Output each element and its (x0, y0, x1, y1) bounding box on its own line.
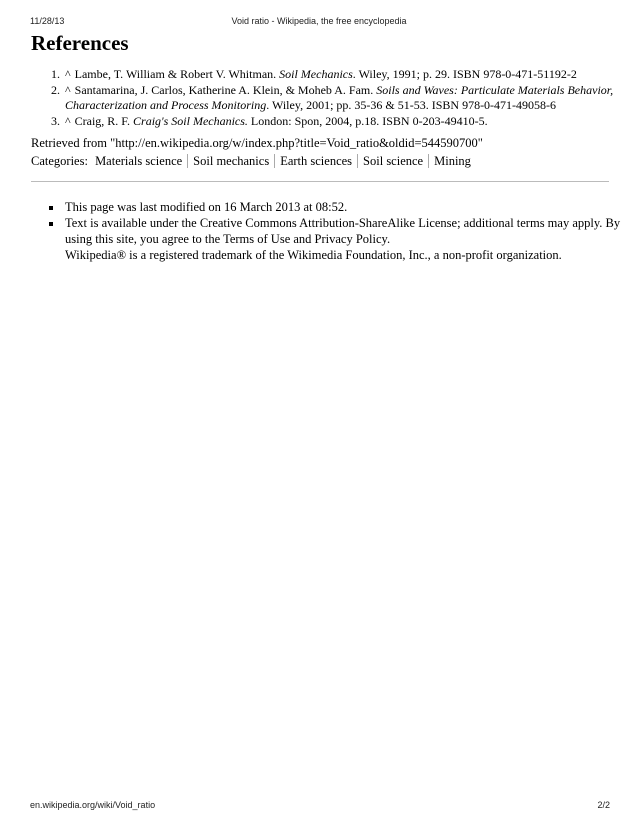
references-list (31, 67, 638, 129)
print-url: en.wikipedia.org/wiki/Void_ratio (30, 800, 156, 810)
footer-divider (31, 181, 609, 182)
print-page-number: 2/2 (597, 800, 610, 810)
print-date: 11/28/13 (30, 16, 65, 26)
footer-info-list (31, 199, 638, 263)
reference-title: Soils and Waves: Particulate Materials Behavior, Characterization and Process Monitoring (65, 82, 614, 112)
categories-bar (31, 152, 476, 170)
reference-text: Craig, R. F. (74, 113, 134, 128)
reference-details: . Wiley, 1991; p. 29. ISBN 978-0-471-51192-2 (352, 67, 577, 81)
reference-details: London: Spon, 2004, p.18. ISBN 0-203-49410-5. (247, 113, 488, 128)
categories-label: Categories: (31, 154, 88, 168)
category-link[interactable]: Mining (428, 154, 476, 168)
reference-item (63, 114, 638, 130)
backlink-caret[interactable]: ^ (65, 82, 71, 97)
category-link[interactable]: Soil mechanics (187, 154, 274, 168)
category-link[interactable]: Earth sciences (274, 154, 357, 168)
backlink-caret[interactable]: ^ (65, 67, 71, 81)
reference-item (63, 67, 638, 83)
reference-text: Lambe, T. William & Robert V. Whitman. (74, 67, 280, 81)
category-link[interactable]: Soil science (357, 154, 428, 168)
license-info: ▪ Text is available under the Creative Commons Attribution-ShareAlike License; additional terms may apply. By using this site, you agree to the Terms of Use and Privacy Policy. (63, 215, 638, 247)
last-modified-info: ▪ This page was last modified on 16 March 2013 at 08:52. (63, 199, 638, 215)
references-heading: References (31, 31, 129, 55)
reference-title: Soil Mechanics (279, 67, 353, 81)
reference-title: Craig's Soil Mechanics. (133, 113, 248, 128)
retrieved-from-line: Retrieved from "http://en.wikipedia.org/w/index.php?title=Void_ratio&oldid=544590700" (31, 136, 483, 150)
reference-item (63, 83, 638, 114)
print-page-title: Void ratio - Wikipedia, the free encyclopedia (231, 16, 407, 26)
category-link[interactable]: Materials science (95, 154, 183, 168)
reference-text: Santamarina, J. Carlos, Katherine A. Klein, & Moheb A. Fam. (74, 82, 377, 97)
trademark-info: Wikipedia® is a registered trademark of the Wikimedia Foundation, Inc., a non-profit organization. (65, 248, 562, 262)
backlink-caret[interactable]: ^ (65, 113, 71, 128)
reference-details: . Wiley, 2001; pp. 35-36 & 51-53. ISBN 978-0-471-49058-6 (266, 98, 557, 112)
